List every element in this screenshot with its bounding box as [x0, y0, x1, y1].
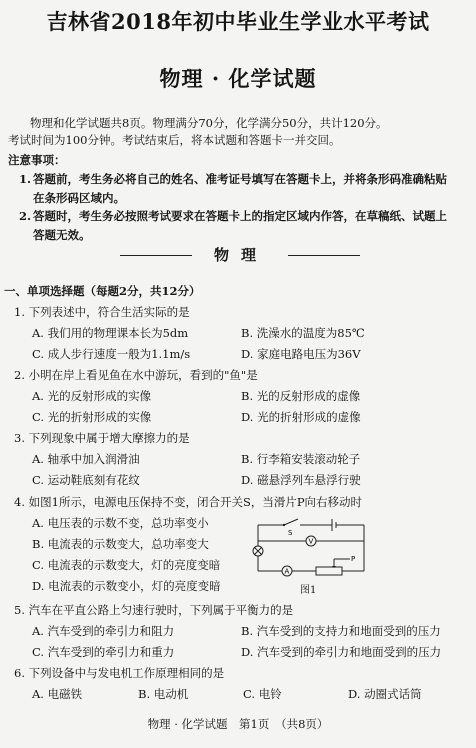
note-number: 2. [19, 209, 32, 223]
question-2-option-a: A. 光的反射形成的实像 [32, 389, 152, 403]
question-4-option-a: A. 电压表的示数不变，总功率变小 [32, 516, 209, 530]
question-1-stem: 1. 下列表述中，符合生活实际的是 [14, 305, 190, 319]
circuit-diagram [250, 515, 370, 580]
question-6-stem: 6. 下列设备中与发电机工作原理相同的是 [14, 666, 225, 680]
question-5-option-a: A. 汽车受到的牵引力和阻力 [32, 624, 175, 638]
question-5-stem: 5. 汽车在平直公路上匀速行驶时，下列属于平衡力的是 [14, 603, 294, 617]
note-item-1 [19, 170, 465, 208]
section-rule-right [288, 255, 360, 256]
question-3-stem: 3. 下列现象中属于增大摩擦力的是 [14, 431, 190, 445]
question-5-option-d: D. 汽车受到的牵引力和地面受到的压力 [241, 645, 442, 659]
ammeter-label: A [284, 567, 290, 576]
question-6-option-b: B. 电动机 [138, 687, 189, 701]
question-4-stem: 4. 如图1所示，电源电压保持不变，闭合开关S，当滑片P向右移动时 [14, 495, 363, 509]
note-text: 答题前，考生务必将自己的姓名、准考证号填写在答题卡上，并将条形码准确粘贴 [33, 172, 447, 186]
question-3-option-b: B. 行李箱安装滚动轮子 [241, 452, 361, 466]
question-6-option-a: A. 电磁铁 [32, 687, 83, 701]
note-text-cont: 在条形码区域内。 [33, 191, 125, 205]
notes-heading: 注意事项： [8, 153, 66, 167]
figure-caption: 图1 [300, 585, 317, 596]
exam-subtitle: 物理 · 化学试题 [159, 66, 317, 91]
intro-line-1: 物理和化学试题共8页。物理满分70分，化学满分50分，共计120分。 [30, 116, 388, 130]
question-3-option-c: C. 运动鞋底刻有花纹 [32, 473, 140, 487]
question-1-option-d: D. 家庭电路电压为36V [241, 347, 361, 361]
note-text: 答题时，考生务必按照考试要求在答题卡上的指定区域内作答，在草稿纸、试题上 [33, 209, 447, 223]
question-6-option-c: C. 电铃 [243, 687, 282, 701]
question-2-stem: 2. 小明在岸上看见鱼在水中游玩，看到的"鱼"是 [14, 368, 258, 382]
question-4-option-c: C. 电流表的示数变大，灯的亮度变暗 [32, 558, 221, 572]
note-item-2 [19, 207, 465, 245]
switch-label: S [288, 529, 293, 537]
slider-label: P [351, 555, 356, 563]
page-footer: 物理 · 化学试题 第1页 （共8页） [147, 717, 329, 731]
question-2-option-d: D. 光的折射形成的虚像 [241, 410, 361, 424]
question-3-option-d: D. 磁悬浮列车悬浮行驶 [241, 473, 361, 487]
exam-title: 吉林省2018年初中毕业生学业水平考试 [46, 9, 430, 34]
question-1-option-c: C. 成人步行速度一般为1.1m/s [32, 347, 191, 361]
question-4-option-b: B. 电流表的示数变大，总功率变大 [32, 537, 209, 551]
question-2-option-b: B. 光的反射形成的虚像 [241, 389, 361, 403]
question-5-option-c: C. 汽车受到的牵引力和重力 [32, 645, 175, 659]
part-heading: 一、单项选择题（每题2分，共12分） [4, 284, 201, 298]
question-5-option-b: B. 汽车受到的支持力和地面受到的压力 [241, 624, 441, 638]
question-6-option-d: D. 动圈式话筒 [348, 687, 422, 701]
section-title: 物理 [213, 246, 268, 264]
question-1-option-a: A. 我们用的物理课本长为5dm [32, 326, 189, 340]
note-text-cont: 答题无效。 [33, 228, 91, 242]
question-4-option-d: D. 电流表的示数变小，灯的亮度变暗 [32, 579, 221, 593]
question-3-option-a: A. 轴承中加入润滑油 [32, 452, 140, 466]
note-number: 1. [19, 172, 32, 186]
voltmeter-label: V [308, 537, 314, 546]
intro-line-2: 考试时间为100分钟。考试结束后，将本试题和答题卡一并交回。 [8, 133, 341, 147]
question-2-option-c: C. 光的折射形成的实像 [32, 410, 152, 424]
section-rule-left [120, 255, 192, 256]
question-1-option-b: B. 洗澡水的温度为85℃ [241, 326, 365, 340]
